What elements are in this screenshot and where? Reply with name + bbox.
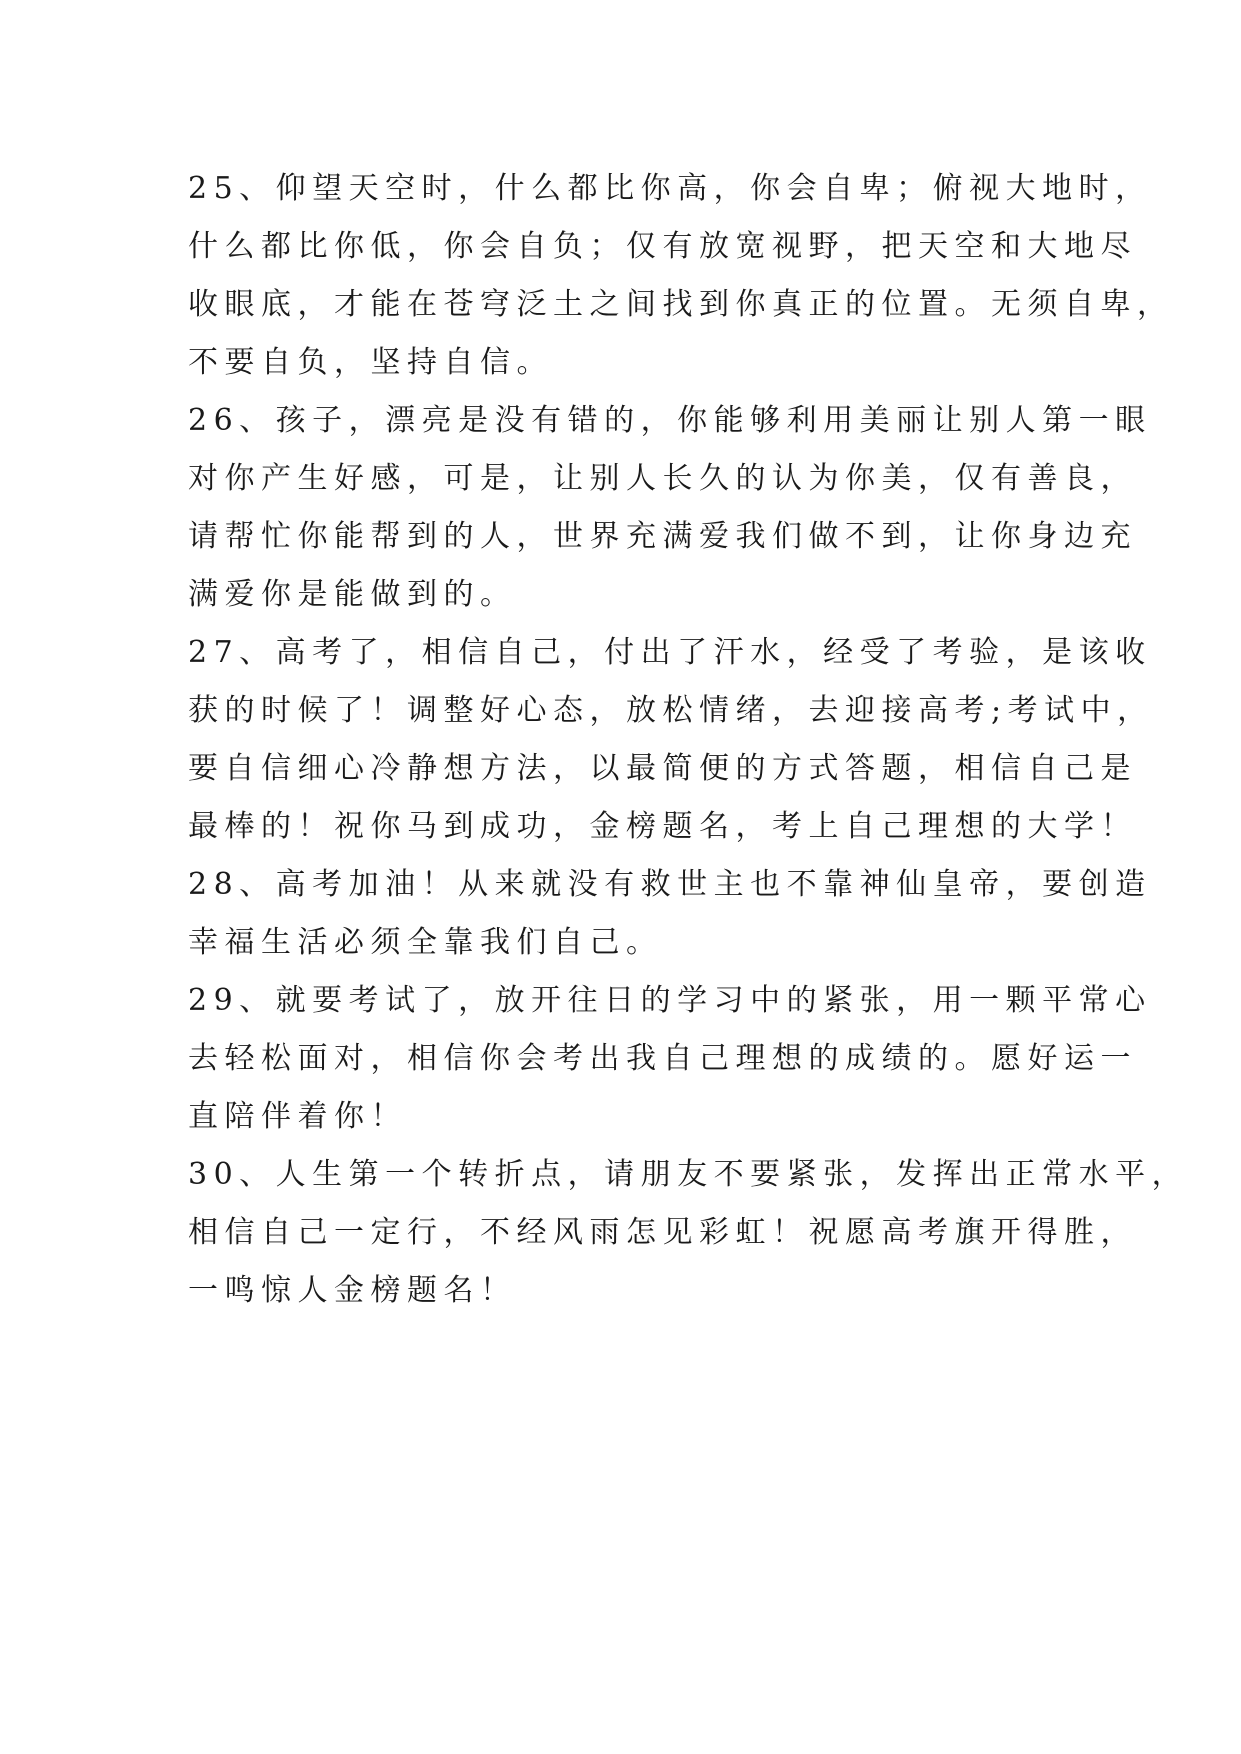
text-line: 满爱你是能做到的。 [188,577,517,612]
text-line: 获的时候了！调整好心态，放松情绪，去迎接高考;考试中， [188,693,1154,728]
text-line: 一鸣惊人金榜题名！ [188,1273,517,1308]
text-line: 幸福生活必须全靠我们自己。 [188,925,663,960]
text-line: 26、孩子，漂亮是没有错的，你能够利用美丽让别人第一眼 [188,403,1152,438]
text-line: 收眼底，才能在苍穹泛土之间找到你真正的位置。无须自卑， [188,287,1174,322]
text-line: 相信自己一定行，不经风雨怎见彩虹！祝愿高考旗开得胜， [188,1215,1137,1250]
text-line: 29、就要考试了，放开往日的学习中的紧张，用一颗平常心 [188,983,1152,1018]
text-line: 27、高考了，相信自己，付出了汗水，经受了考验，是该收 [188,635,1152,670]
text-line: 不要自负，坚持自信。 [188,345,553,380]
text-line: 直陪伴着你！ [188,1099,407,1134]
text-line: 什么都比你低，你会自负；仅有放宽视野，把天空和大地尽 [188,229,1137,264]
text-line: 要自信细心冷静想方法，以最简便的方式答题，相信自己是 [188,751,1137,786]
text-line: 对你产生好感，可是，让别人长久的认为你美，仅有善良， [188,461,1137,496]
text-line: 请帮忙你能帮到的人，世界充满爱我们做不到，让你身边充 [188,519,1137,554]
body-text [188,160,1189,1320]
text-line: 28、高考加油！从来就没有救世主也不靠神仙皇帝，要创造 [188,867,1152,902]
text-line: 最棒的！祝你马到成功，金榜题名，考上自己理想的大学！ [188,809,1137,844]
text-line: 30、人生第一个转折点，请朋友不要紧张，发挥出正常水平， [188,1157,1189,1192]
text-line: 25、仰望天空时，什么都比你高，你会自卑；俯视大地时， [188,171,1152,206]
text-line: 去轻松面对，相信你会考出我自己理想的成绩的。愿好运一 [188,1041,1137,1076]
